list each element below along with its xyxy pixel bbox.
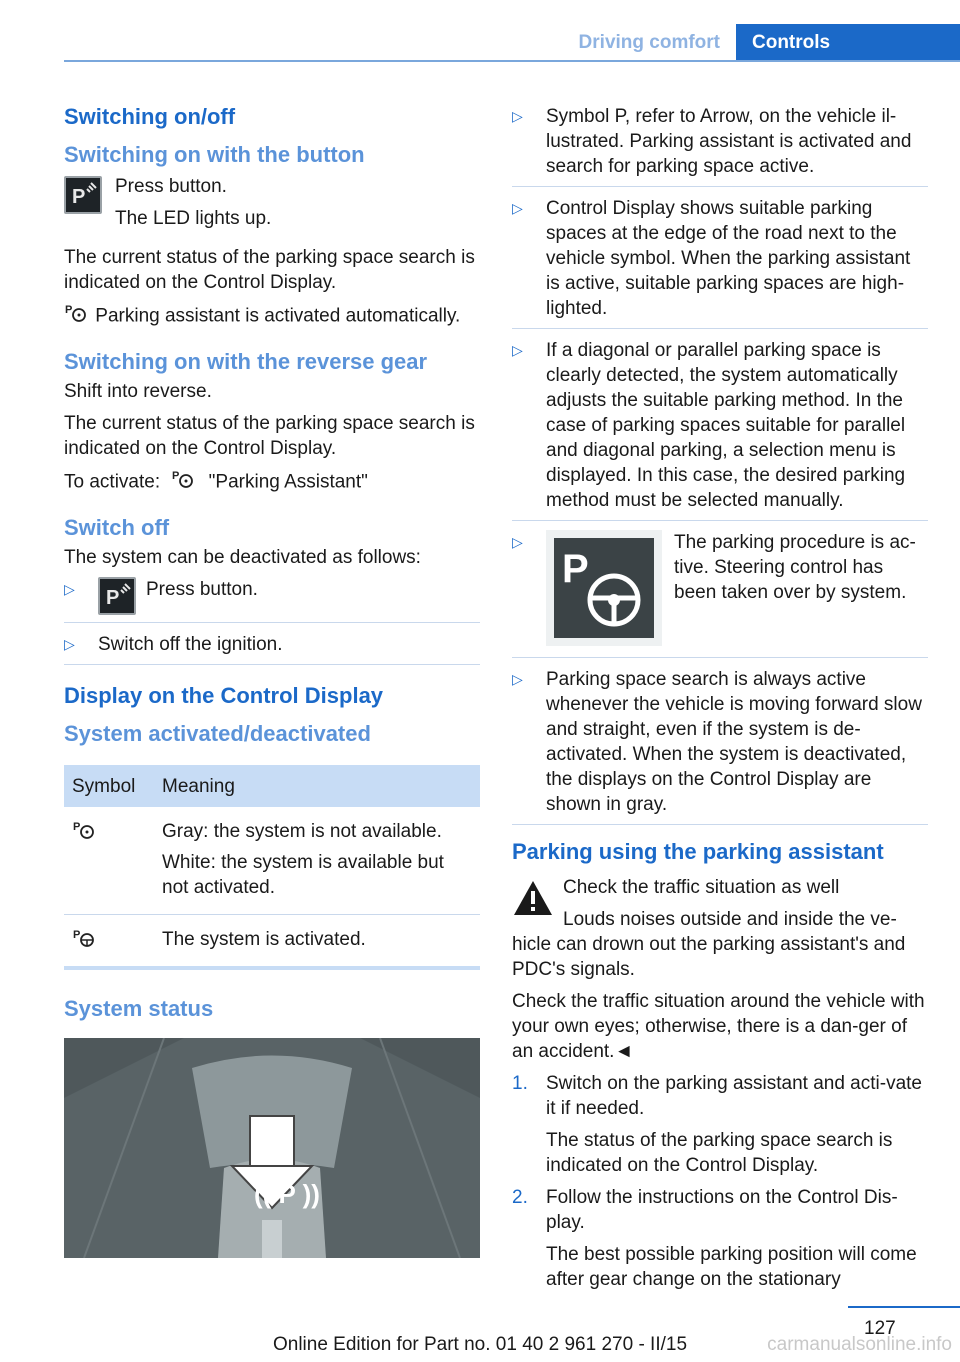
page-number-rule (848, 1306, 960, 1308)
parking-button-icon (64, 176, 102, 214)
list-item (512, 1071, 928, 1178)
symbol-cell (64, 807, 154, 915)
svg-text:P: P (562, 547, 589, 591)
header-tab: Controls (736, 24, 960, 62)
step-text: Follow the instructions on the Control Dis‐play. (546, 1187, 898, 1233)
btn-led-text: The LED lights up. (115, 208, 272, 229)
off-item-text: Switch off the ignition. (98, 634, 283, 655)
off-text: The system can be deactivated as follows: (64, 547, 421, 568)
parking-assistant-icon (171, 468, 197, 497)
list-item (512, 104, 928, 187)
steps-list (512, 1071, 928, 1292)
list-item (512, 196, 928, 329)
meaning-text: The system is activated. (162, 929, 366, 950)
symbol-cell (64, 915, 154, 969)
symbol-table (64, 765, 480, 970)
col-meaning: Meaning (154, 765, 480, 807)
heading-sys-act: System activated/deactivated (64, 721, 371, 746)
step-text: Switch on the parking assistant and acti‐vate it if needed. (546, 1073, 922, 1119)
meaning-cell (154, 915, 480, 969)
triangle-bullet-icon: ▷ (512, 671, 523, 687)
table-row (64, 807, 480, 915)
system-status-image (64, 1038, 480, 1258)
off-item-text: Press button. (146, 579, 258, 600)
item-text: Symbol P, refer to Arrow, on the vehicle il‐lustrated. Parking assistant is activated and search for parking space active. (546, 106, 912, 177)
meaning-text: Gray: the system is not available. (162, 821, 442, 842)
list-item (512, 1185, 928, 1292)
triangle-bullet-icon: ▷ (64, 581, 75, 597)
activate-text (64, 468, 480, 497)
triangle-bullet-icon: ▷ (512, 534, 523, 550)
heading-button: Switching on with the button (64, 142, 365, 167)
right-column (512, 104, 928, 1299)
triangle-bullet-icon: ▷ (512, 200, 523, 216)
button-instruction (64, 174, 480, 231)
step-sub: The best possible parking position will come after gear change on the stationary (546, 1244, 917, 1290)
svg-text:(( P )): (( P )) (254, 1179, 320, 1209)
parking-button-icon (98, 577, 136, 615)
parking-assistant-active-icon (72, 927, 98, 949)
item-text: If a diagonal or parallel parking space is clearly detected, the system automatically adjusts the suitable parking method. In the case of parking spaces suitable for parallel and diagonal parking, a selection menu is displayed. In this case, the desired parking method must be selected manually. (546, 340, 906, 511)
status-text-2: The current status of the parking space search is indicated on the Control Display. (64, 413, 475, 459)
svg-text:P: P (73, 929, 81, 941)
header-rule (64, 60, 960, 62)
warning-text-2: Check the traffic situation around the vehicle with your own eyes; otherwise, there is a dan‐ger of an accident.◄ (512, 991, 925, 1062)
warning-triangle-icon (512, 879, 554, 924)
parking-assistant-icon (72, 819, 98, 841)
heading-display: Display on the Control Display (64, 683, 384, 708)
shift-text: Shift into reverse. (64, 381, 212, 402)
step-sub: The status of the parking space search is indicated on the Control Display. (546, 1130, 893, 1176)
list-item (512, 667, 928, 825)
meaning-text: White: the system is available but not activated. (162, 852, 444, 898)
activate-post: "Parking Assistant" (208, 471, 368, 493)
triangle-bullet-icon: ▷ (64, 636, 75, 652)
list-item (64, 577, 480, 623)
svg-text:P: P (172, 470, 180, 482)
auto-text (64, 302, 480, 331)
svg-text:P: P (73, 821, 81, 833)
watermark: carmanualsonline.info (767, 1334, 952, 1355)
activate-pre: To activate: (64, 471, 161, 493)
triangle-bullet-icon: ▷ (512, 342, 523, 358)
list-item (512, 530, 928, 658)
step-number: 1. (512, 1073, 528, 1094)
auto-text-label: Parking assistant is activated automatically. (95, 305, 461, 327)
status-text-1: The current status of the parking space search is indicated on the Control Display. (64, 247, 475, 293)
triangle-bullet-icon: ▷ (512, 108, 523, 124)
svg-text:P: P (72, 186, 86, 208)
svg-text:P: P (106, 587, 120, 609)
display-list (512, 104, 928, 825)
warning-text: Louds noises outside and inside the ve‐hicle can drown out the parking assistant's and PDC's signals. (512, 909, 906, 980)
item-text: The parking procedure is ac‐tive. Steering control has been taken over by system. (674, 532, 916, 603)
heading-parking: Parking using the parking assistant (512, 839, 884, 864)
left-column (64, 96, 480, 1258)
list-item (64, 632, 480, 665)
svg-text:P: P (65, 304, 73, 316)
heading-switching: Switching on/off (64, 104, 236, 129)
warning-block (512, 875, 928, 900)
btn-press-text: Press button. (115, 176, 227, 197)
meaning-cell (154, 807, 480, 915)
item-text: Parking space search is always active whenever the vehicle is moving forward slow and straight, even if the system is de‐activated. When the system is deactivated, the displays on the Control Display are shown in gray. (546, 669, 922, 815)
page-number: 127 (864, 1318, 896, 1339)
list-item (512, 338, 928, 521)
parking-assistant-icon (64, 302, 90, 331)
parking-active-icon (546, 530, 662, 646)
heading-off: Switch off (64, 515, 170, 540)
edition-footer: Online Edition for Part no. 01 40 2 961 270 - II/15 (272, 1334, 688, 1355)
col-symbol: Symbol (64, 765, 154, 807)
heading-status: System status (64, 996, 214, 1021)
warning-title: Check the traffic situation as well (563, 877, 840, 898)
item-text: Control Display shows suitable parking spaces at the edge of the road next to the vehicle symbol. When the parking assistant is active, suitable parking spaces are high‐lighted. (546, 198, 911, 319)
step-number: 2. (512, 1187, 528, 1208)
heading-reverse: Switching on with the reverse gear (64, 349, 428, 374)
table-row (64, 915, 480, 969)
page-header (0, 24, 960, 62)
off-list (64, 577, 480, 665)
header-section: Driving comfort (578, 32, 720, 53)
